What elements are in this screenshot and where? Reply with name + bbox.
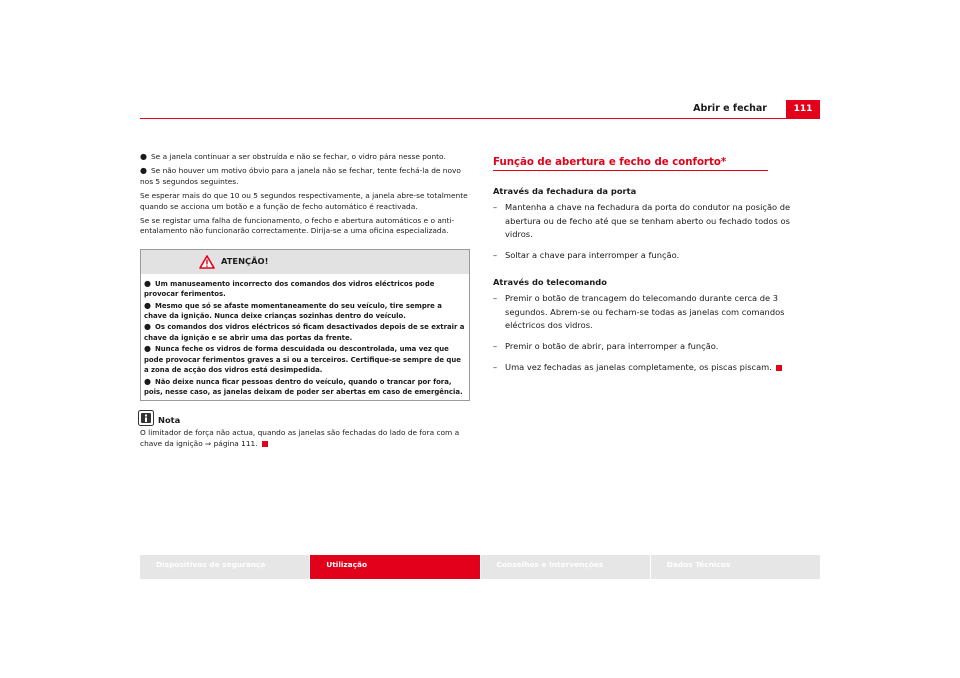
step-item — [493, 201, 820, 241]
footer-tab-usage[interactable]: Utilização — [310, 555, 479, 579]
warning-item — [144, 344, 465, 375]
dash-icon: – — [493, 250, 498, 261]
dash-icon: – — [493, 341, 498, 352]
step-item — [493, 292, 820, 332]
warning-box — [140, 249, 470, 401]
subsection-heading: Através da fechadura da porta — [493, 186, 637, 197]
page-number: 111 — [786, 100, 820, 118]
right-column — [493, 156, 820, 382]
bullet-item — [140, 166, 472, 187]
bullet-icon: ● — [140, 152, 147, 161]
bullet-icon: ● — [144, 322, 151, 332]
bullet-icon: ● — [144, 376, 151, 386]
warning-item — [144, 377, 465, 398]
left-column — [140, 152, 472, 453]
step-item — [493, 340, 820, 353]
warning-item-text: Nunca feche os vidros de forma descuidada ou descontrolada, uma vez que pode provocar ferimentos graves a si ou a terceiros. Certifique-se sempre de que a zona de acção dos vidros está desimpedida. — [144, 345, 461, 375]
warning-item-text: Um manuseamento incorrecto dos comandos dos vidros eléctricos pode provocar ferimentos. — [144, 279, 435, 299]
bullet-text: Se não houver um motivo óbvio para a janela não se fechar, tente fechá-la de novo nos 5 segundos seguintes. — [140, 166, 461, 186]
step-text: Premir o botão de abrir, para interromper a função. — [505, 341, 719, 352]
bullet-icon: ● — [140, 166, 147, 176]
warning-title: ATENÇÃO! — [221, 255, 269, 266]
warning-item — [144, 322, 465, 343]
bullet-item — [140, 152, 472, 162]
body-paragraph: Se se registar uma falha de funcionamento, o fecho e abertura automáticos e o anti-entalamento não funcionarão correctamente. Dirija-se a uma oficina especializada. — [140, 216, 455, 236]
warning-header — [141, 250, 469, 274]
subsection-heading: Através do telecomando — [493, 277, 607, 288]
step-item — [493, 249, 820, 262]
page-header-title: Abrir e fechar — [693, 103, 767, 114]
dash-icon: – — [493, 202, 498, 213]
end-marker-icon — [776, 365, 782, 371]
note-text-content: O limitador de força não actua, quando as janelas são fechadas do lado de fora com a chave da ignição ⇒ página 111. — [140, 428, 460, 448]
step-text: Uma vez fechadas as janelas completamente, os piscas piscam. — [505, 362, 772, 373]
end-marker-icon — [262, 441, 268, 447]
note-header — [140, 410, 472, 428]
bullet-icon: ● — [144, 300, 151, 310]
warning-body — [141, 274, 469, 397]
footer-nav — [140, 555, 820, 579]
warning-item — [144, 279, 465, 300]
footer-tab-safety[interactable]: Dispositivos de segurança — [140, 555, 309, 579]
step-text: Mantenha a chave na fechadura da porta do condutor na posição de abertura ou de fecho até que se tenham aberto ou fechado todos os vidros. — [505, 202, 791, 239]
warning-triangle-icon — [199, 255, 215, 269]
dash-icon: – — [493, 362, 498, 373]
step-text: Soltar a chave para interromper a função. — [505, 250, 680, 261]
footer-tab-tips[interactable]: Conselhos e Intervenções — [481, 555, 650, 579]
warning-item-text: Os comandos dos vidros eléctricos só ficam desactivados depois de se extrair a chave da ignição e se abrir uma das portas da frente. — [144, 323, 465, 342]
footer-tab-technical-data[interactable]: Dados Técnicos — [651, 555, 820, 579]
section-title: Função de abertura e fecho de conforto* — [493, 157, 727, 168]
step-text: Premir o botão de trancagem do telecomando durante cerca de 3 segundos. Abrem-se ou fecham-se todas as janelas com comandos eléctricos dos vidros. — [505, 293, 785, 330]
note-info-icon — [138, 410, 154, 426]
warning-item-text: Mesmo que só se afaste momentaneamente do seu veículo, tire sempre a chave da ignição. Nunca deixe crianças sozinhas dentro do veículo. — [144, 301, 442, 321]
bullet-icon: ● — [144, 344, 151, 354]
warning-item — [144, 301, 465, 322]
dash-icon: – — [493, 293, 498, 304]
step-item — [493, 361, 820, 374]
warning-item-text: Não deixe nunca ficar pessoas dentro do veículo, quando o trancar por fora, pois, nesse caso, as janelas deixam de poder ser abertas em caso de emergência. — [144, 377, 463, 396]
note-title: Nota — [158, 415, 181, 426]
bullet-icon: ● — [144, 278, 151, 288]
header-rule — [140, 118, 820, 119]
section-rule — [493, 170, 768, 171]
note-text — [140, 428, 472, 449]
bullet-text: Se a janela continuar a ser obstruída e não se fechar, o vidro pára nesse ponto. — [150, 152, 446, 161]
body-paragraph: Se esperar mais do que 10 ou 5 segundos respectivamente, a janela abre-se totalmente quando se acciona um botão e a função de fecho automático é reactivada. — [140, 191, 468, 211]
